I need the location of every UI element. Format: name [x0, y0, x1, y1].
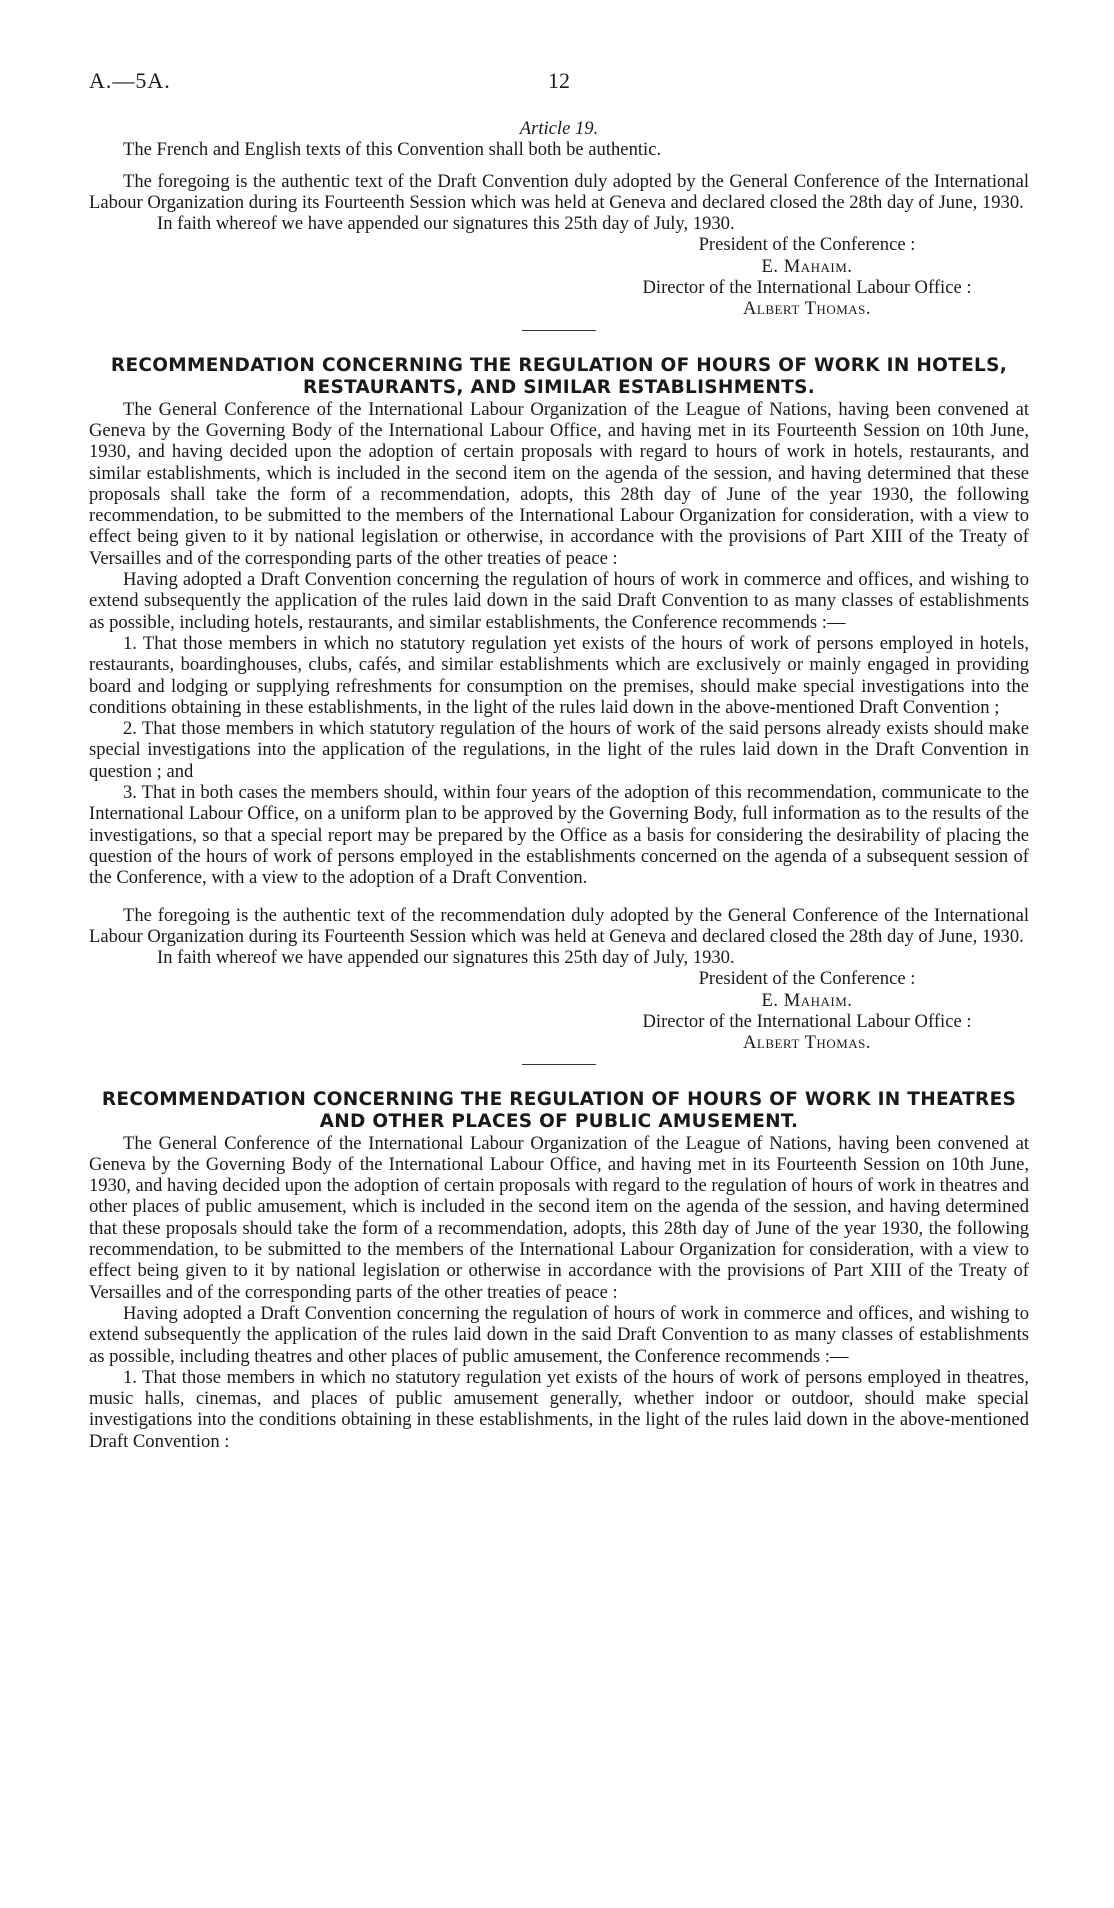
recommendation-2-heading: RECOMMENDATION CONCERNING THE REGULATION OF HOURS OF WORK IN THEATRES AND OTHER PLACES OF PUBLIC AMUSEMENT. [101, 1088, 1017, 1132]
director-title: Director of the International Labour Office : [642, 277, 972, 299]
recommendation-1-having-adopted: Having adopted a Draft Convention concerning the regulation of hours of work in commerce and offices, and wishing to extend subsequently the application of the rules laid down in the said Draft Convention to as many classes of establishments as possible, including hotels, restaurants, and similar establishments, the Conference recommends :— [89, 569, 1029, 633]
director-name: Albert Thomas. [742, 1032, 872, 1054]
document-body [89, 118, 1029, 1452]
recommendation-1-closing: The foregoing is the authentic text of the recommendation duly adopted by the General Conference of the International Labour Organization during its Fourteenth Session which was held at Geneva and declared closed the 28th day of June, 1930. [89, 904, 1029, 947]
convention-faith-text: In faith whereof we have appended our signatures this 25th day of July, 1930. [157, 213, 735, 235]
article-text: The French and English texts of this Convention shall both be authentic. [123, 139, 662, 161]
recommendation-1-faith: In faith whereof we have appended our signatures this 25th day of July, 1930. [157, 947, 735, 969]
president-name: E. Mahaim. [761, 989, 853, 1011]
director-name: Albert Thomas. [742, 298, 872, 320]
recommendation-1-item-1: 1. That those members in which no statutory regulation yet exists of the hours of work of persons employed in hotels, restaurants, boardinghouses, clubs, cafés, and similar establishments which are exclusively or mainly engaged in providing board and lodging or supplying refreshments for consumption on the premises, should make special investigations into the conditions obtaining in these establishments, in the light of the rules laid down in the above-mentioned Draft Convention ; [89, 632, 1029, 718]
page-number: 12 [548, 68, 570, 93]
recommendation-1-item-3: 3. That in both cases the members should, within four years of the adoption of this recommendation, communicate to the International Labour Office, on a uniform plan to be approved by the Governing Body, full information as to the results of the investigations, so that a special report may be prepared by the Office as a basis for considering the desirability of placing the question of the hours of work of persons employed in the establishments concerned on the agenda of a subsequent session of the Conference, with a view to the adoption of a Draft Convention. [89, 782, 1029, 889]
document-reference: A.—5A. [89, 68, 171, 93]
convention-signatures [587, 234, 1027, 319]
recommendation-2-preamble: The General Conference of the International Labour Organization of the League of Nations, having been convened at Geneva by the Governing Body of the International Labour Office, and having met in its Fourteenth Session on 10th June, 1930, and having decided upon the adoption of certain proposals with regard to the regulation of hours of work in theatres and other places of public amusement, which is included in the second item on the agenda of the session, and having determined that these proposals should take the form of a recommendation, adopts, this 28th day of June of the year 1930, the following recommendation, to be submitted to the members of the International Labour Organization for consideration, with a view to effect being given to it by national legislation or otherwise in accordance with the provisions of Part XIII of the Treaty of Versailles and of the corresponding parts of the other treaties of peace : [89, 1132, 1029, 1303]
president-name: E. Mahaim. [761, 255, 853, 277]
recommendation-1-item-2: 2. That those members in which statutory regulation of the hours of work of the said persons already exists should make special investigations into the application of the regulations, in the light of the rules laid down in the Draft Convention in question ; and [89, 718, 1029, 782]
recommendation-1-preamble: The General Conference of the International Labour Organization of the League of Nations, having been convened at Geneva by the Governing Body of the International Labour Office, and having met in its Fourteenth Session on 10th June, 1930, and having decided upon the adoption of certain proposals with regard to hours of work in hotels, restaurants, and similar establishments, which is included in the second item on the agenda of the session, and having determined that these proposals shall take the form of a recommendation, adopts, this 28th day of June of the year 1930, the following recommendation, to be submitted to the members of the International Labour Organization for consideration, with a view to effect being given to it by national legislation or otherwise, in accordance with the provisions of Part XIII of the Treaty of Versailles and of the corresponding parts of the other treaties of peace : [89, 398, 1029, 569]
recommendation-2-having-adopted: Having adopted a Draft Convention concerning the regulation of hours of work in commerce and offices, and wishing to extend subsequently the application of the rules laid down in the said Draft Convention to as many classes of establishments as possible, including theatres and other places of public amusement, the Conference recommends :— [89, 1302, 1029, 1367]
recommendation-2-item-1: 1. That those members in which no statutory regulation yet exists of the hours of work of persons employed in theatres, music halls, cinemas, and places of public amusement generally, whether indoor or outdoor, should make special investigations into the conditions obtaining in these establishments, in the light of the rules laid down in the above-mentioned Draft Convention : [89, 1366, 1029, 1452]
director-title: Director of the International Labour Office : [642, 1010, 972, 1032]
article-title: Article 19. [519, 118, 599, 139]
president-title: President of the Conference : [698, 234, 916, 256]
convention-closing-text: The foregoing is the authentic text of the Draft Convention duly adopted by the General Conference of the International Labour Organization during its Fourteenth Session which was held at Geneva and declared closed the 28th day of June, 1930. [89, 170, 1029, 213]
recommendation-1-heading: RECOMMENDATION CONCERNING THE REGULATION OF HOURS OF WORK IN HOTELS, RESTAURANTS, AND SIMILAR ESTABLISHMENTS. [110, 354, 1008, 398]
recommendation-1-signatures [587, 968, 1027, 1053]
president-title: President of the Conference : [698, 968, 916, 990]
